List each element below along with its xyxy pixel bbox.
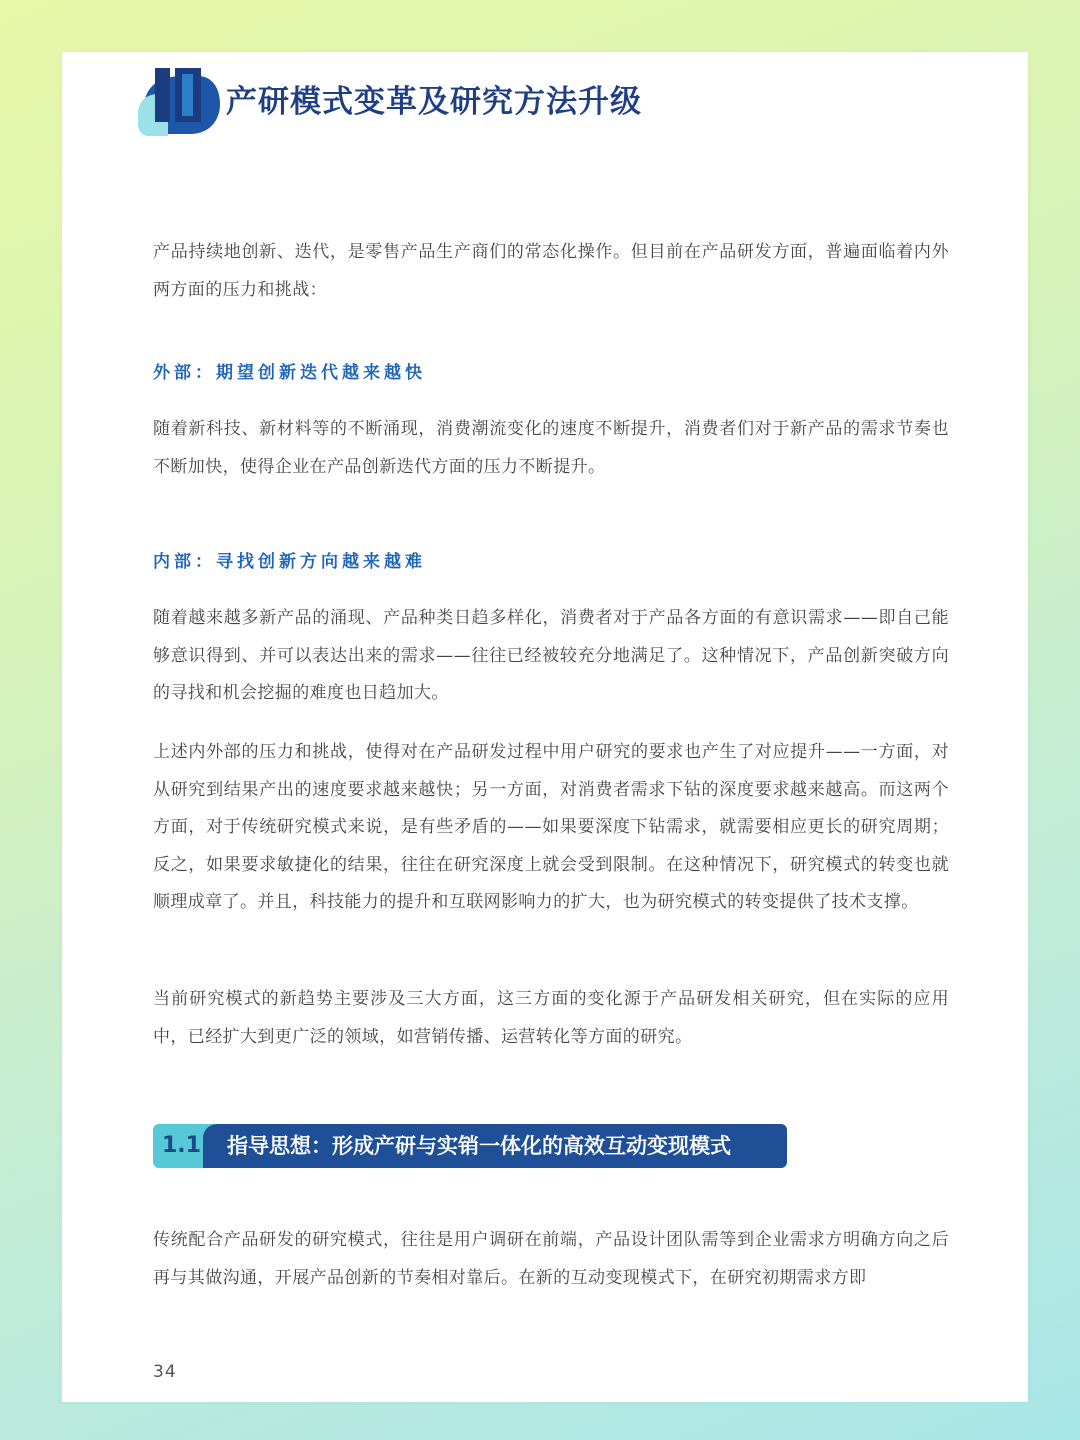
section-title: 指导思想：形成产研与实销一体化的高效互动变现模式 [203, 1124, 787, 1168]
chapter-number-badge-icon [138, 64, 222, 140]
external-paragraph: 随着新科技、新材料等的不断涌现，消费潮流变化的速度不断提升，消费者们对于新产品的需求节奏也不断加快，使得企业在产品创新迭代方面的压力不断提升。 [153, 419, 949, 477]
external-heading: 外部：期望创新迭代越来越快 [153, 363, 426, 383]
internal-heading: 内部：寻找创新方向越来越难 [153, 552, 426, 572]
page-number: 34 [153, 1362, 177, 1382]
section-heading-bar [153, 1124, 787, 1168]
chapter-title: 产研模式变革及研究方法升级 [226, 84, 642, 120]
section-number: 1.1 [153, 1124, 215, 1168]
internal-paragraph: 随着越来越多新产品的涌现、产品种类日趋多样化，消费者对于产品各方面的有意识需求——即自己能够意识得到、并可以表达出来的需求——往往已经被较充分地满足了。这种情况下，产品创新突破方向的寻找和机会挖掘的难度也日趋加大。 [153, 608, 949, 703]
traditional-paragraph: 传统配合产品研发的研究模式，往往是用户调研在前端，产品设计团队需等到企业需求方明确方向之后再与其做沟通，开展产品创新的节奏相对靠后。在新的互动变现模式下，在研究初期需求方即 [153, 1230, 949, 1288]
trend-paragraph: 当前研究模式的新趋势主要涉及三大方面，这三方面的变化源于产品研发相关研究，但在实际的应用中，已经扩大到更广泛的领域，如营销传播、运营转化等方面的研究。 [153, 989, 949, 1047]
intro-paragraph: 产品持续地创新、迭代，是零售产品生产商们的常态化操作。但目前在产品研发方面，普遍面临着内外两方面的压力和挑战： [153, 242, 949, 300]
pressure-paragraph: 上述内外部的压力和挑战，使得对在产品研发过程中用户研究的要求也产生了对应提升——一方面，对从研究到结果产出的速度要求越来越快；另一方面，对消费者需求下钻的深度要求越来越高。而这两个方面，对于传统研究模式来说，是有些矛盾的——如果要深度下钻需求，就需要相应更长的研究周期；反之，如果要求敏捷化的结果，往往在研究深度上就会受到限制。在这种情况下，研究模式的转变也就顺理成章了。并且，科技能力的提升和互联网影响力的扩大，也为研究模式的转变提供了技术支撑。 [153, 742, 949, 912]
